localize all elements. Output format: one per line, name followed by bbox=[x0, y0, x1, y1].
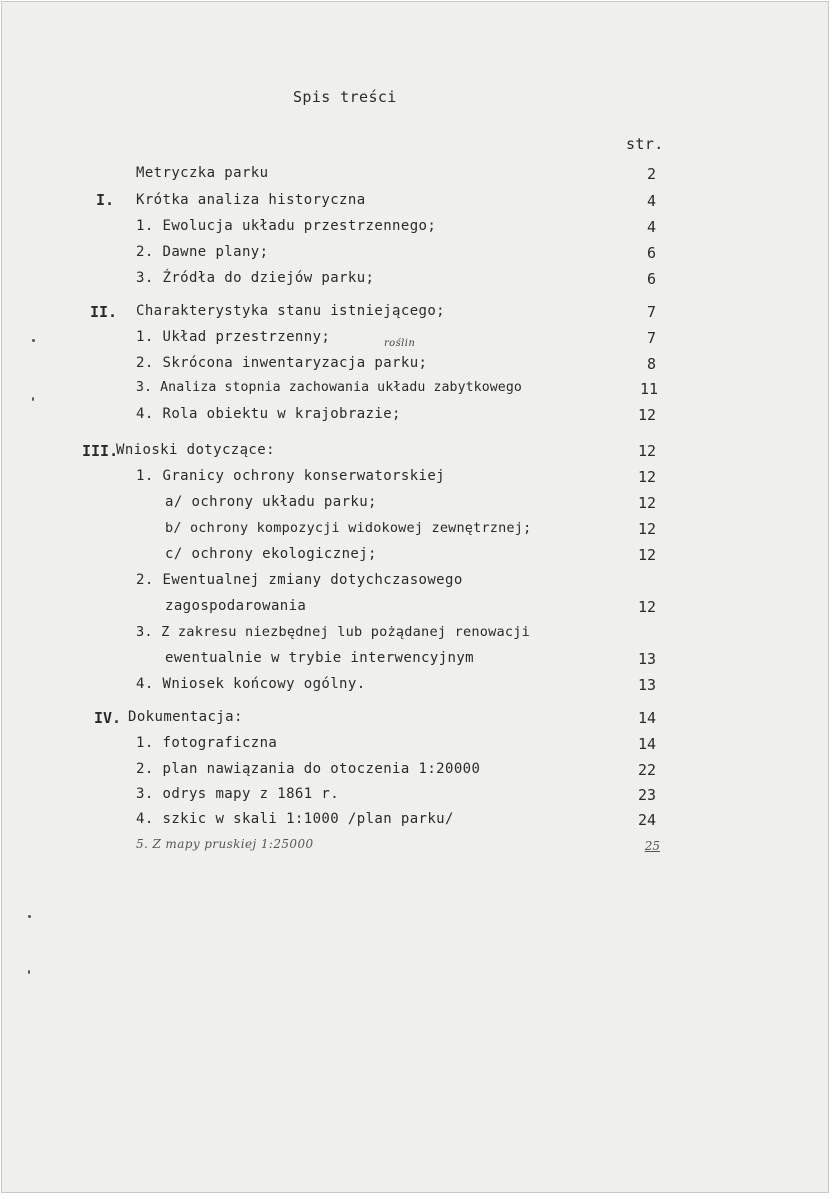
margin-dot bbox=[32, 339, 35, 342]
toc-entry-text: Krótka analiza historyczna bbox=[136, 192, 366, 208]
toc-entry-text: 2. Skrócona inwentaryzacja parku; bbox=[136, 355, 428, 371]
toc-entry-text: 2. Ewentualnej zmiany dotychczasowego bbox=[136, 572, 463, 588]
toc-entry-text: ewentualnie w trybie interwencyjnym bbox=[165, 650, 475, 666]
margin-dot bbox=[28, 970, 30, 974]
toc-entry-page: 7 bbox=[646, 329, 656, 347]
toc-entry-text: 1. Układ przestrzenny; bbox=[136, 329, 331, 345]
toc-entry-text: Wnioski dotyczące: bbox=[116, 442, 275, 458]
toc-entry-text: 3. Źródła do dziejów parku; bbox=[136, 270, 375, 286]
toc-entry-text: zagospodarowania bbox=[165, 598, 307, 614]
toc-entry-text: 1. Granicy ochrony konserwatorskiej bbox=[136, 468, 446, 484]
toc-entry-page: 12 bbox=[637, 494, 656, 512]
handwritten-annotation: roślin bbox=[384, 338, 416, 349]
toc-entry-text: Dokumentacja: bbox=[128, 709, 243, 725]
toc-entry-page: 12 bbox=[637, 546, 656, 564]
toc-section-numeral: III. bbox=[82, 442, 119, 460]
toc-entry-text: b/ ochrony kompozycji widokowej zewnętrznej; bbox=[165, 520, 532, 536]
toc-entry-page: 2 bbox=[646, 165, 656, 183]
toc-entry-page: 8 bbox=[646, 355, 656, 373]
toc-entry-page-handwritten: 25 bbox=[644, 839, 660, 853]
toc-section-numeral: IV. bbox=[94, 709, 122, 727]
toc-entry-page: 24 bbox=[637, 811, 656, 829]
toc-entry-page: 7 bbox=[646, 303, 656, 321]
toc-entry-page: 6 bbox=[646, 270, 656, 288]
page-title: Spis treści bbox=[293, 88, 397, 106]
toc-entry-page: 14 bbox=[637, 709, 656, 727]
toc-entry-page: 12 bbox=[637, 598, 656, 616]
toc-entry-page: 14 bbox=[637, 735, 656, 753]
toc-entry-text: 3. Analiza stopnia zachowania układu zabytkowego bbox=[136, 380, 522, 395]
toc-entry-text: Charakterystyka stanu istniejącego; bbox=[136, 303, 446, 319]
toc-entry-text: Metryczka parku bbox=[136, 165, 269, 181]
toc-entry-page: 13 bbox=[637, 650, 656, 668]
toc-entry-text: 3. Z zakresu niezbędnej lub pożądanej renowacji bbox=[136, 624, 531, 640]
toc-entry-text: 4. Wniosek końcowy ogólny. bbox=[136, 676, 366, 692]
toc-entry-text: 2. Dawne plany; bbox=[136, 244, 269, 260]
toc-entry-page: 6 bbox=[646, 244, 656, 262]
document-page bbox=[1, 1, 829, 1193]
toc-entry-page: 12 bbox=[637, 442, 656, 460]
toc-entry-page: 13 bbox=[637, 676, 656, 694]
toc-entry-page: 11 bbox=[639, 380, 658, 398]
toc-entry-text: 4. Rola obiektu w krajobrazie; bbox=[136, 406, 401, 422]
toc-entry-page: 12 bbox=[637, 406, 656, 424]
toc-entry-page: 4 bbox=[646, 218, 656, 236]
toc-entry-page: 12 bbox=[637, 468, 656, 486]
toc-entry-text: 3. odrys mapy z 1861 r. bbox=[136, 786, 340, 802]
toc-entry-text: 4. szkic w skali 1:1000 /plan parku/ bbox=[136, 811, 454, 827]
toc-entry-page: 22 bbox=[637, 761, 656, 779]
toc-entry-text: c/ ochrony ekologicznej; bbox=[165, 546, 377, 562]
margin-dot bbox=[28, 915, 31, 918]
toc-entry-text-handwritten: 5. Z mapy pruskiej 1:25000 bbox=[136, 837, 314, 851]
page-column-header: str. bbox=[626, 135, 664, 153]
toc-section-numeral: II. bbox=[90, 303, 118, 321]
toc-entry-page: 23 bbox=[637, 786, 656, 804]
toc-entry-text: a/ ochrony układu parku; bbox=[165, 494, 377, 510]
toc-entry-text: 1. Ewolucja układu przestrzennego; bbox=[136, 218, 437, 234]
toc-entry-text: 2. plan nawiązania do otoczenia 1:20000 bbox=[136, 761, 481, 777]
toc-section-numeral: I. bbox=[96, 191, 115, 209]
margin-dot bbox=[32, 397, 34, 401]
toc-entry-page: 12 bbox=[637, 520, 656, 538]
toc-entry-page: 4 bbox=[646, 192, 656, 210]
toc-entry-text: 1. fotograficzna bbox=[136, 735, 278, 751]
